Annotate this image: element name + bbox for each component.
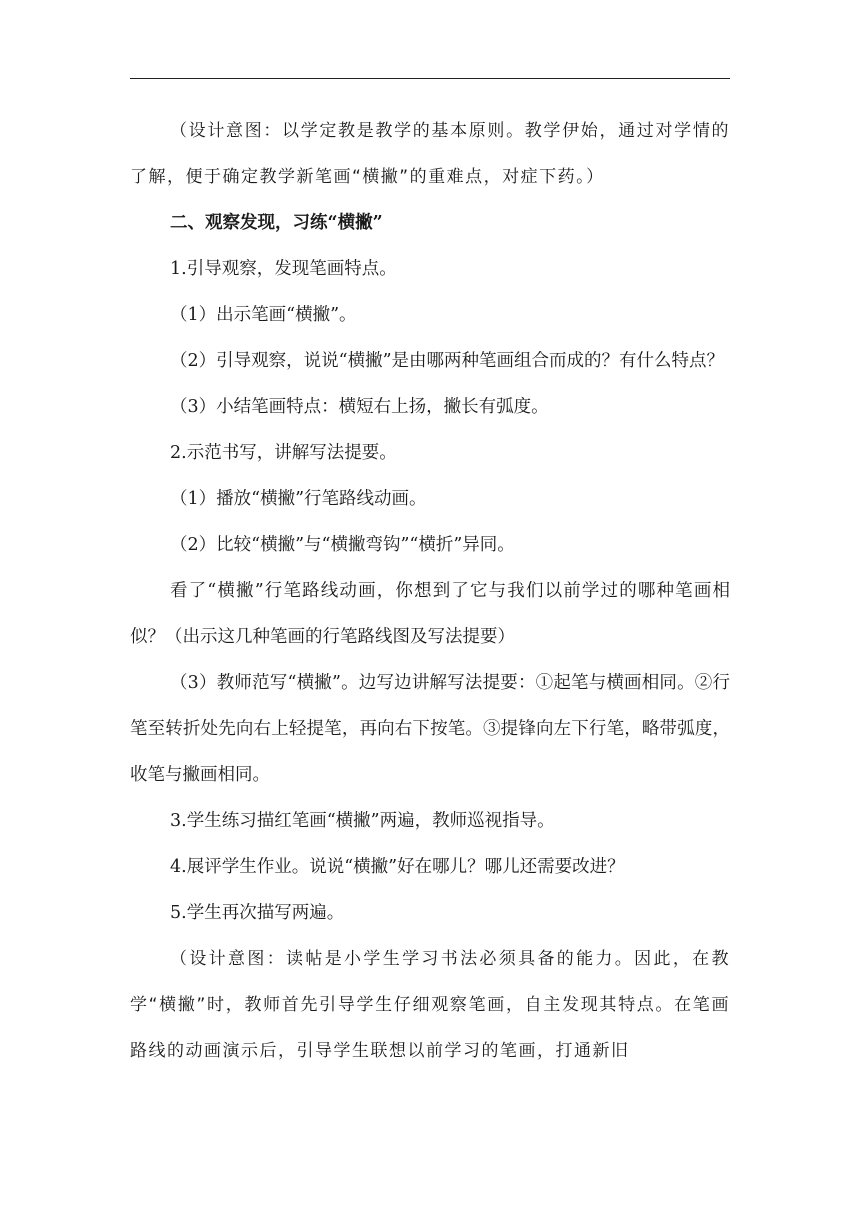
design-intent-note-1: （设计意图：以学定教是教学的基本原则。教学伊始，通过对学情的了解，便于确定教学新笔画“横撇”的重难点，对症下药。）: [130, 121, 730, 187]
step-2-3: （3）教师范写“横撇”。边写边讲解写法提要：①起笔与横画相同。②行笔至转折处先向右上轻提笔，再向右下按笔。③提锋向左下行笔，略带弧度，收笔与撇画相同。: [130, 673, 730, 785]
section-heading: 二、观察发现，习练“横撇”: [170, 213, 383, 233]
design-intent-note-2: （设计意图：读帖是小学生学习书法必须具备的能力。因此，在教学“横撇”时，教师首先引导学生仔细观察笔画，自主发现其特点。在笔画路线的动画演示后，引导学生联想以前学习的笔画，打通新旧: [130, 949, 730, 1061]
step-2-2-question: 看了“横撇”行笔路线动画，你想到了它与我们以前学过的哪种笔画相似？（出示这几种笔画的行笔路线图及写法提要）: [130, 581, 730, 647]
document-body: [130, 108, 730, 1074]
step-2-2: （2）比较“横撇”与“横撇弯钩”“横折”异同。: [170, 535, 515, 555]
step-5: 5.学生再次描写两遍。: [170, 903, 345, 923]
step-1: 1.引导观察，发现笔画特点。: [170, 259, 397, 279]
step-1-3: （3）小结笔画特点：横短右上扬，撇长有弧度。: [170, 397, 549, 417]
step-4: 4.展评学生作业。说说“横撇”好在哪儿？哪儿还需要改进？: [170, 857, 625, 877]
step-2: 2.示范书写，讲解写法提要。: [170, 443, 397, 463]
step-3: 3.学生练习描红笔画“横撇”两遍，教师巡视指导。: [170, 811, 555, 831]
step-1-1: （1）出示笔画“横撇”。: [170, 305, 357, 325]
step-1-2: （2）引导观察，说说“横撇”是由哪两种笔画组合而成的？有什么特点？: [170, 351, 725, 371]
header-rule: [130, 78, 730, 79]
step-2-1: （1）播放“横撇”行笔路线动画。: [170, 489, 427, 509]
